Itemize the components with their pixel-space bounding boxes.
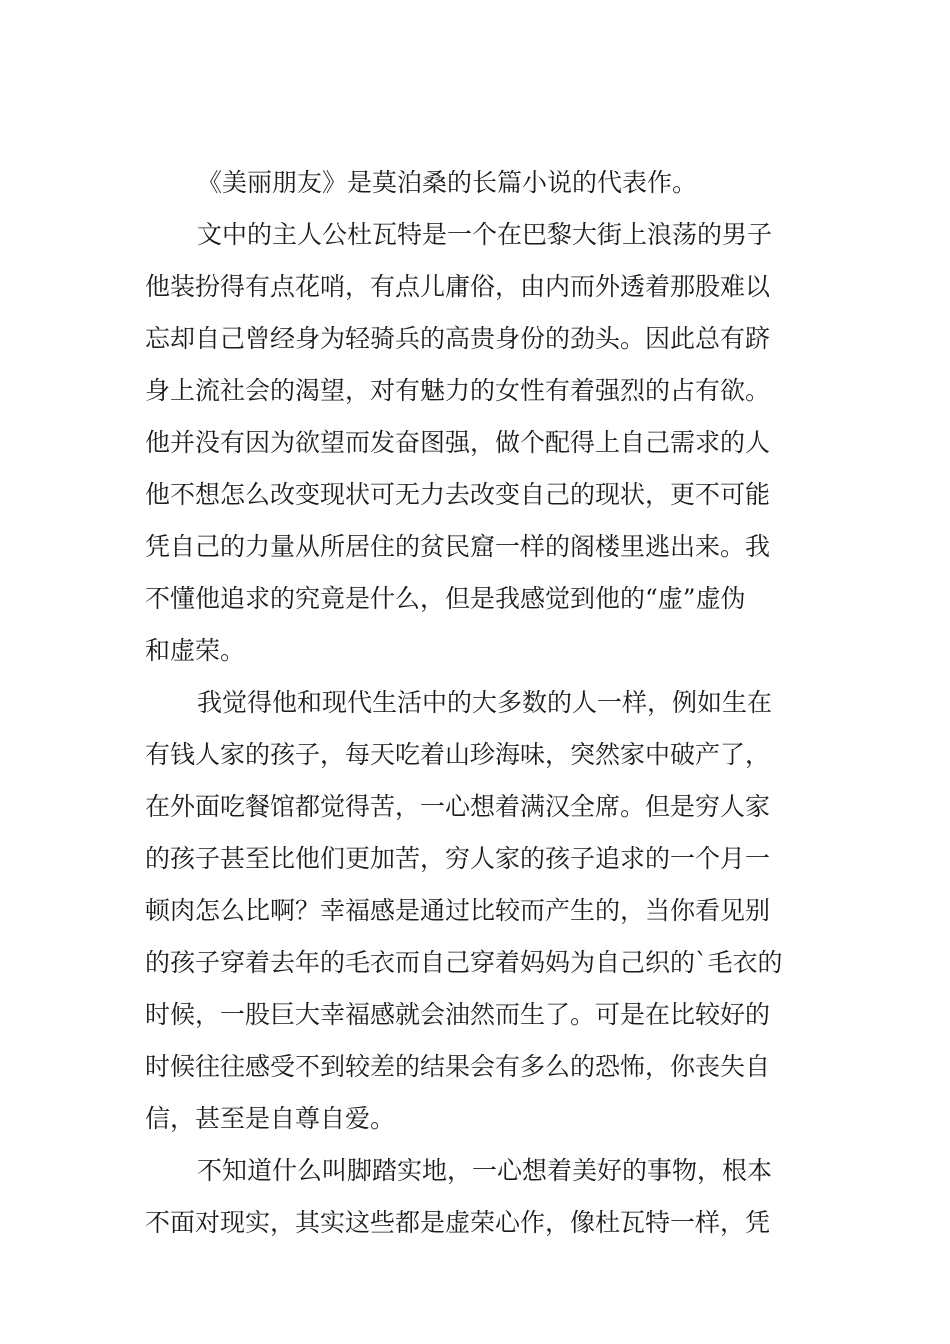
paragraph-2-line-7: 凭自己的力量从所居住的贫民窟一样的阁楼里逃出来。我 bbox=[145, 532, 771, 561]
paragraph-3-line-7: 时候，一股巨大幸福感就会油然而生了。可是在比较好的 bbox=[145, 1000, 771, 1029]
paragraph-2-line-3: 忘却自己曾经身为轻骑兵的高贵身份的劲头。因此总有跻 bbox=[145, 324, 771, 353]
paragraph-3-line-4: 的孩子甚至比他们更加苦，穷人家的孩子追求的一个月一 bbox=[145, 844, 771, 873]
paragraph-2-line-6: 他不想怎么改变现状可无力去改变自己的现状，更不可能 bbox=[145, 480, 771, 509]
paragraph-3-line-1: 我觉得他和现代生活中的大多数的人一样，例如生在 bbox=[197, 688, 773, 717]
paragraph-2-line-9: 和虚荣。 bbox=[145, 636, 246, 665]
paragraph-2-line-8: 不懂他追求的究竟是什么，但是我感觉到他的“虚”虚伪 bbox=[145, 584, 746, 613]
paragraph-2-line-2: 他装扮得有点花哨，有点儿庸俗，由内而外透着那股难以 bbox=[145, 272, 771, 301]
paragraph-3-line-5: 顿肉怎么比啊？幸福感是通过比较而产生的，当你看见别 bbox=[145, 896, 771, 925]
paragraph-2-line-5: 他并没有因为欲望而发奋图强，做个配得上自己需求的人 bbox=[145, 428, 771, 457]
paragraph-2-line-1: 文中的主人公杜瓦特是一个在巴黎大街上浪荡的男子 bbox=[197, 220, 773, 249]
paragraph-3-line-6: 的孩子穿着去年的毛衣而自己穿着妈妈为自己织的`毛衣的 bbox=[145, 948, 783, 977]
paragraph-4-line-2: 不面对现实，其实这些都是虚荣心作，像杜瓦特一样，凭 bbox=[145, 1208, 771, 1237]
paragraph-1-line-1: 《美丽朋友》是莫泊桑的长篇小说的代表作。 bbox=[197, 168, 698, 197]
paragraph-3-line-8: 时候往往感受不到较差的结果会有多么的恐怖，你丧失自 bbox=[145, 1052, 771, 1081]
essay-body bbox=[145, 157, 810, 1249]
paragraph-2-line-4: 身上流社会的渴望，对有魅力的女性有着强烈的占有欲。 bbox=[145, 376, 771, 405]
paragraph-4-line-1: 不知道什么叫脚踏实地，一心想着美好的事物，根本 bbox=[197, 1156, 773, 1185]
paragraph-3-line-2: 有钱人家的孩子，每天吃着山珍海味，突然家中破产了， bbox=[145, 740, 771, 769]
paragraph-3-line-3: 在外面吃餐馆都觉得苦，一心想着满汉全席。但是穷人家 bbox=[145, 792, 771, 821]
paragraph-3-line-9: 信，甚至是自尊自爱。 bbox=[145, 1104, 396, 1133]
